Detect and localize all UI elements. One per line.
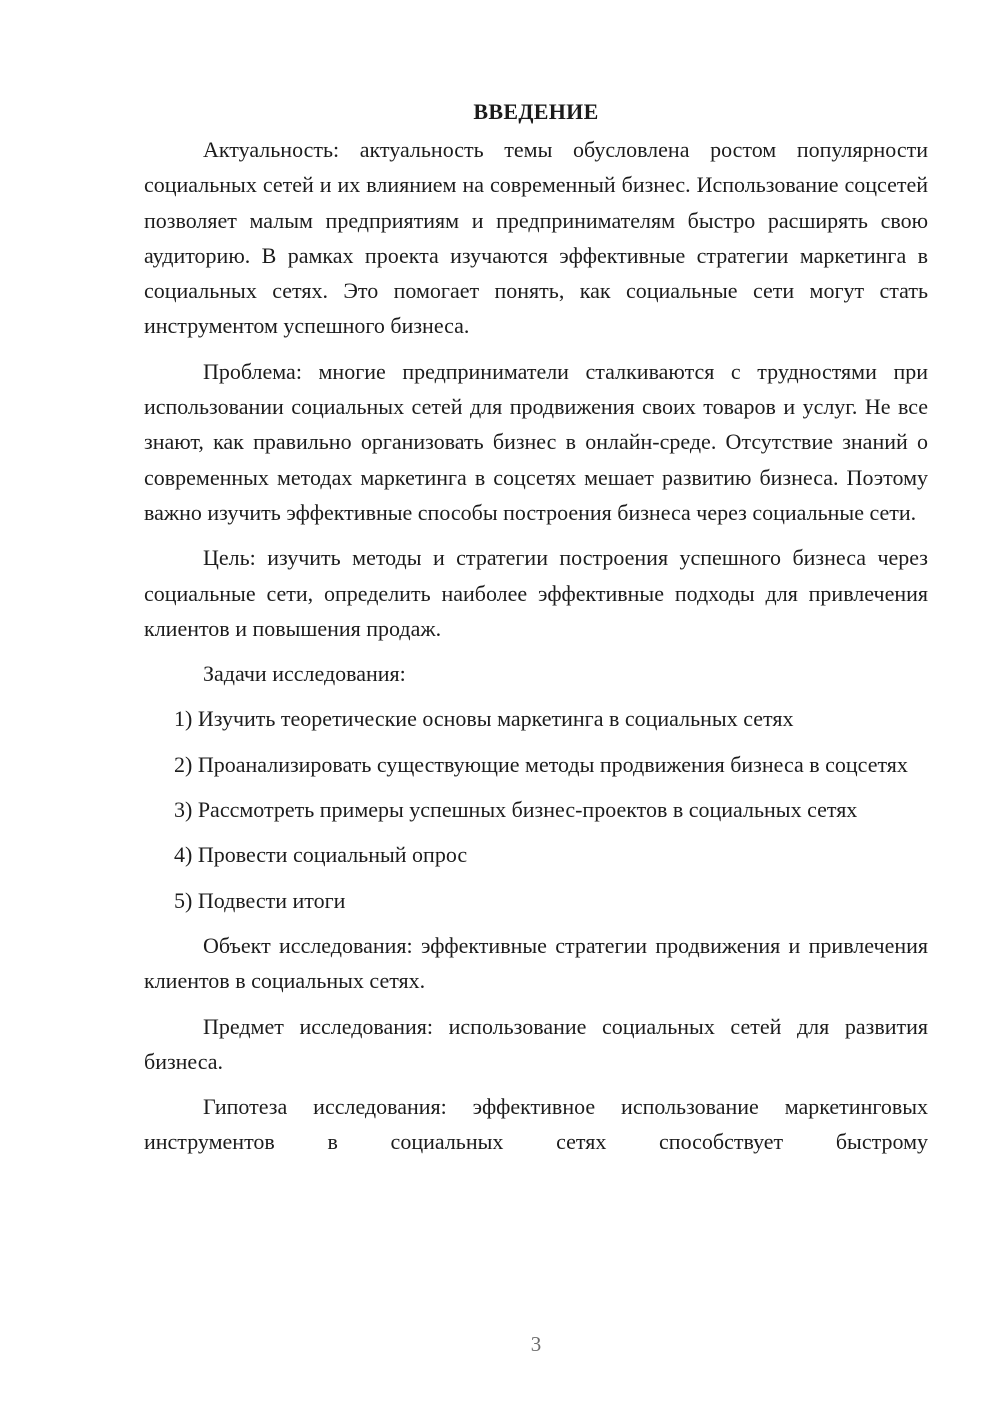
task-item-1: 1) Изучить теоретические основы маркетинга в социальных сетях (174, 706, 794, 732)
paragraph-problem: Проблема: многие предприниматели сталкиваются с трудностями при использовании социальных сетей для продвижения своих товаров и услуг. Не все знают, как правильно организовать бизнес в онлайн-среде. Отсутствие знаний о современных методах маркетинга в соцсетях мешает развитию бизнеса. Поэтому важно изучить эффективные способы построения бизнеса через социальные сети. (144, 358, 928, 525)
task-item-2: 2) Проанализировать существующие методы продвижения бизнеса в соцсетях (174, 751, 908, 777)
tasks-heading: Задачи исследования: (203, 661, 406, 687)
paragraph-relevance: Актуальность: актуальность темы обусловлена ростом популярности социальных сетей и их влиянием на современный бизнес. Использование соцсетей позволяет малым предприятиям и предпринимателям быстро расширять свою аудиторию. В рамках проекта изучаются эффективные стратегии маркетинга в социальных сетях. Это помогает понять, как социальные сети могут стать инструментом успешного бизнеса. (144, 137, 928, 339)
paragraph-hypothesis: Гипотеза исследования: эффективное использование маркетинговых инструментов в социальных сетях способствует быстрому (144, 1094, 928, 1155)
paragraph-object: Объект исследования: эффективные стратегии продвижения и привлечения клиентов в социальных сетях. (144, 932, 928, 994)
task-item-3: 3) Рассмотреть примеры успешных бизнес-проектов в социальных сетях (174, 797, 858, 823)
task-item-5: 5) Подвести итоги (174, 887, 346, 913)
page-number: 3 (530, 1332, 542, 1356)
paragraph-subject: Предмет исследования: использование социальных сетей для развития бизнеса. (144, 1013, 928, 1074)
task-item-4: 4) Провести социальный опрос (174, 842, 468, 868)
page-content (144, 94, 928, 1170)
section-title: ВВЕДЕНИЕ (473, 99, 599, 124)
paragraph-goal: Цель: изучить методы и стратегии построения успешного бизнеса через социальные сети, определить наиболее эффективные подходы для привлечения клиентов и повышения продаж. (144, 545, 928, 641)
